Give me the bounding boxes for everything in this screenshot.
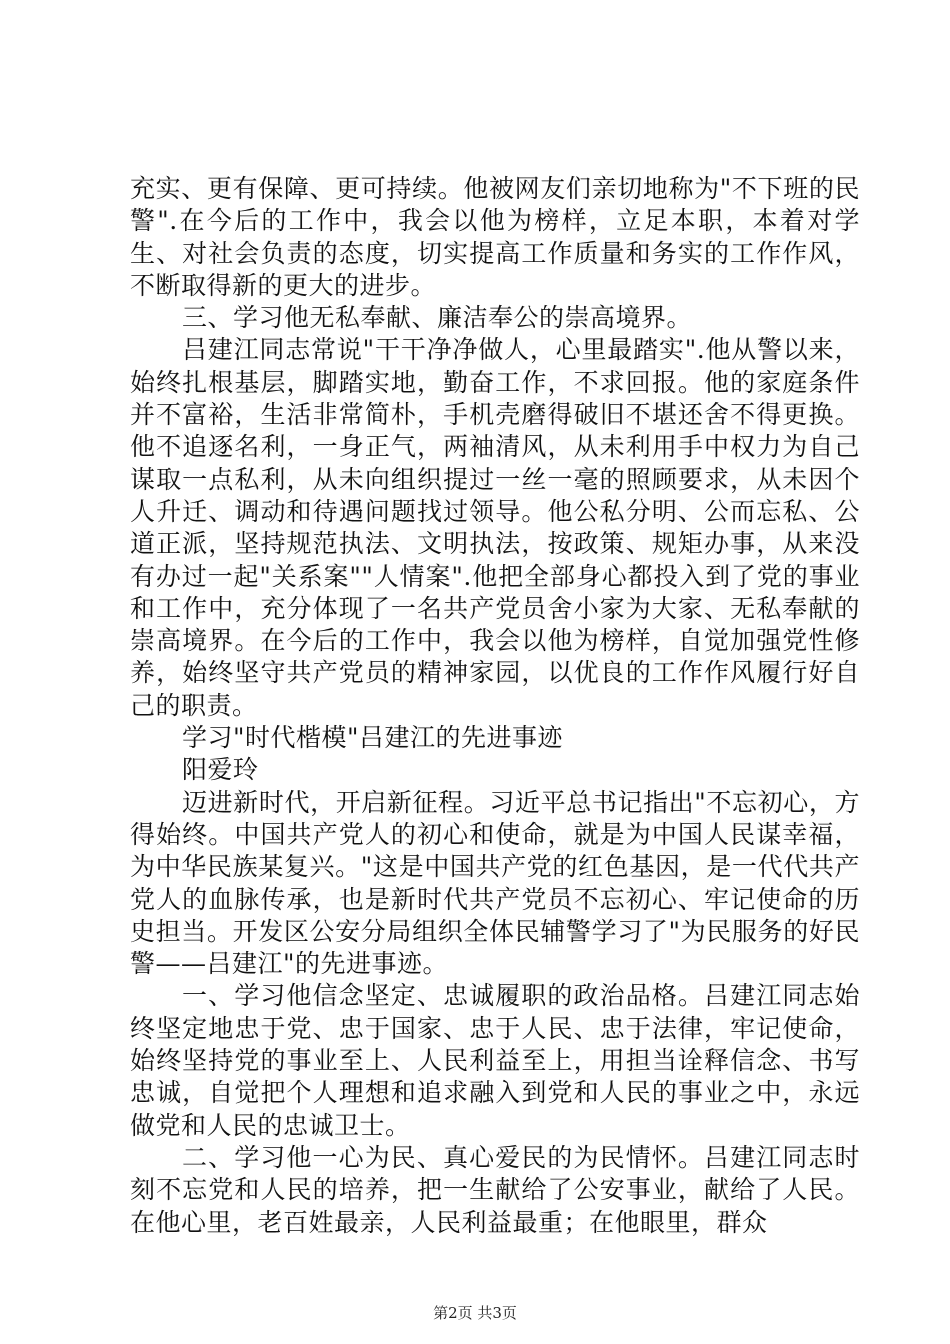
article-title: 学习"时代楷模"吕建江的先进事迹 bbox=[182, 723, 563, 753]
author-name: 阳爱玲 bbox=[182, 755, 259, 785]
paragraph: 二、学习他一心为民、真心爱民的为民情怀。吕建江同志时刻不忘党和人民的培养，把一生献给了公安事业，献给了人民。在他心里，老百姓最亲，人民利益最重；在他眼里，群众 bbox=[130, 1142, 860, 1237]
paragraph: 充实、更有保障、更可持续。他被网友们亲切地称为"不下班的民警".在今后的工作中，我会以他为榜样，立足本职，本着对学生、对社会负责的态度，切实提高工作质量和务实的工作作风，不断取得新的更大的进步。 bbox=[130, 174, 860, 300]
paragraph: 一、学习他信念坚定、忠诚履职的政治品格。吕建江同志始终坚定地忠于党、忠于国家、忠于人民、忠于法律，牢记使命，始终坚持党的事业至上、人民利益至上，用担当诠释信念、书写忠诚，自觉把个人理想和追求融入到党和人民的事业之中，永远做党和人民的忠诚卫士。 bbox=[130, 981, 860, 1140]
page-footer: 第2页 共3页 bbox=[433, 1304, 517, 1322]
section-heading-3: 三、学习他无私奉献、廉洁奉公的崇高境界。 bbox=[182, 303, 693, 333]
document-body bbox=[130, 173, 860, 1239]
paragraph: 吕建江同志常说"干干净净做人，心里最踏实".他从警以来，始终扎根基层，脚踏实地，勤奋工作，不求回报。他的家庭条件并不富裕，生活非常简朴，手机壳磨得破旧不堪还舍不得更换。他不追逐名利，一身正气，两袖清风，从未利用手中权力为自己谋取一点私利，从未向组织提过一丝一毫的照顾要求，从未因个人升迁、调动和待遇问题找过领导。他公私分明、公而忘私、公道正派，坚持规范执法、文明执法，按政策、规矩办事，从来没有办过一起"关系案""人情案".他把全部身心都投入到了党的事业和工作中，充分体现了一名共产党员舍小家为大家、无私奉献的崇高境界。在今后的工作中，我会以他为榜样，自觉加强党性修养，始终坚守共产党员的精神家园，以优良的工作作风履行好自己的职责。 bbox=[130, 335, 860, 720]
paragraph: 迈进新时代，开启新征程。习近平总书记指出"不忘初心，方得始终。中国共产党人的初心和使命，就是为中国人民谋幸福，为中华民族某复兴。"这是中国共产党的红色基因，是一代代共产党人的血脉传承，也是新时代共产党员不忘初心、牢记使命的历史担当。开发区公安分局组织全体民辅警学习了"为民服务的好民警——吕建江"的先进事迹。 bbox=[130, 787, 860, 979]
